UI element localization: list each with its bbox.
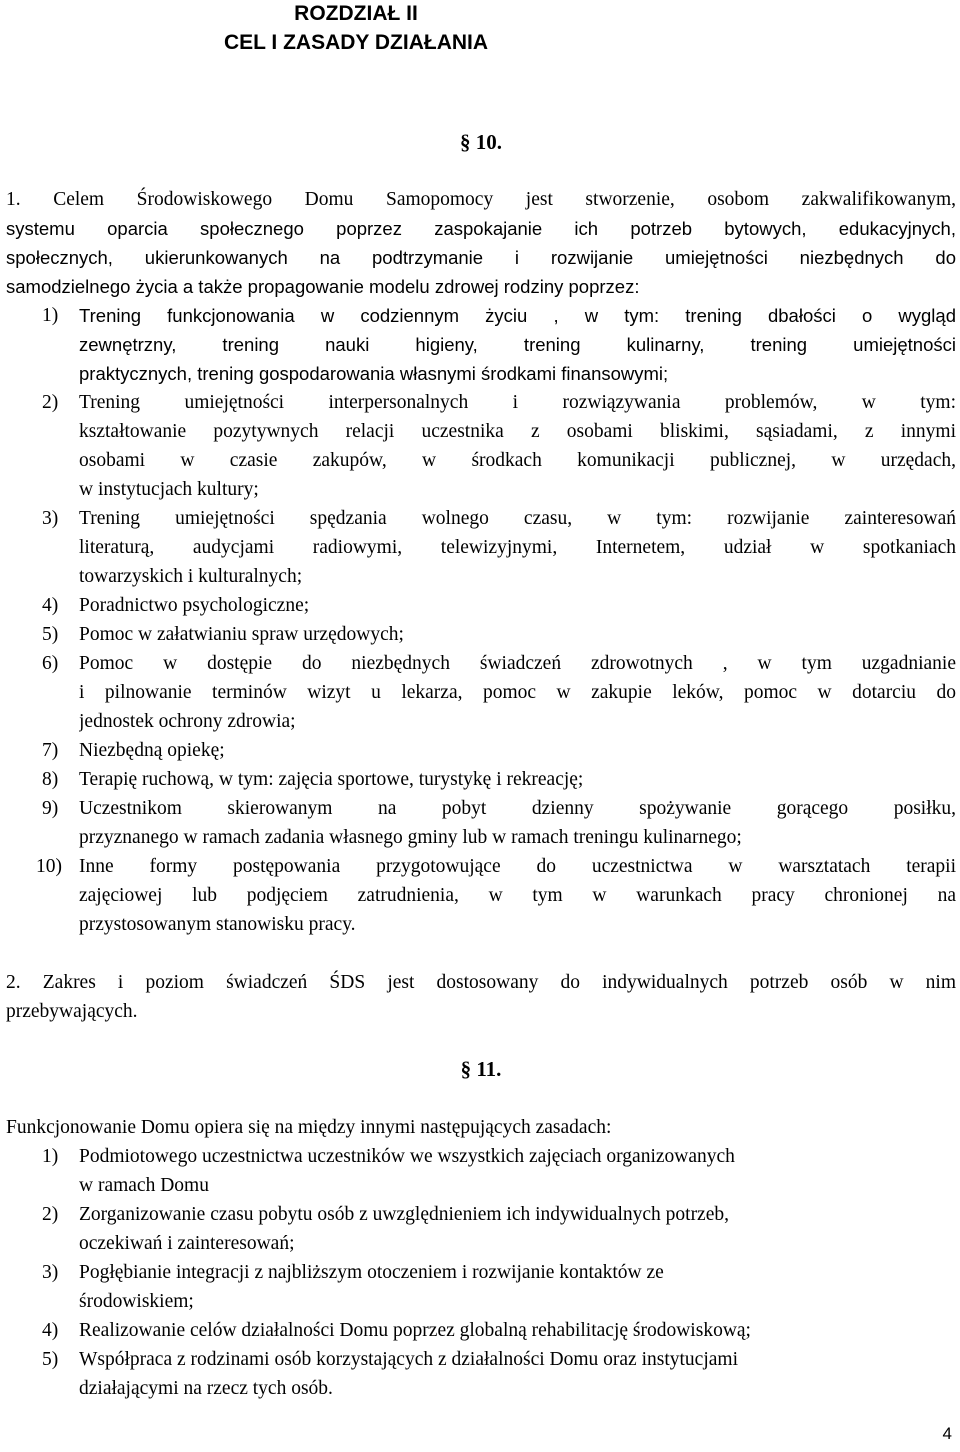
list-item-number: 6) [42,653,59,674]
list-item-line: działającymi na rzecz tych osób. [79,1378,333,1399]
list-item-line: Realizowanie celów działalności Domu poprzez globalną rehabilitację środowiskową; [79,1320,751,1341]
list-item-line: zewnętrzny, trening nauki higieny, trening kulinarny, trening umiejętności [79,334,956,355]
list-item-line: w ramach Domu [79,1175,209,1196]
paragraph-line: 2. Zakres i poziom świadczeń ŚDS jest dostosowany do indywidualnych potrzeb osób w nim [6,972,956,993]
list-item-line: środowiskiem; [79,1291,194,1312]
list-item-number: 4) [42,1320,59,1341]
list-item-line: literaturą, audycjami radiowymi, telewizyjnymi, Internetem, udział w spotkaniach [79,537,956,558]
chapter-subtitle: CEL I ZASADY DZIAŁANIA [223,31,489,54]
list-item-number: 5) [42,624,59,645]
list-item-number: 7) [42,740,59,761]
list-item-line: osobami w czasie zakupów, w środkach komunikacji publicznej, w urzędach, [79,450,956,471]
list-item-line: Podmiotowego uczestnictwa uczestników we wszystkich zajęciach organizowanych [79,1146,735,1167]
list-item-number: 9) [42,798,59,819]
list-item-line: Pogłębianie integracji z najbliższym otoczeniem i rozwijanie kontaktów ze [79,1262,664,1283]
list-item-number: 2) [42,392,59,413]
list-item-line: Współpraca z rodzinami osób korzystających z działalności Domu oraz instytucjami [79,1349,738,1370]
list-item-number: 4) [42,595,59,616]
section-11-heading: § 11. [460,1057,502,1081]
list-item-line: w instytucjach kultury; [79,479,259,500]
list-item-line: Poradnictwo psychologiczne; [79,595,310,616]
list-item-line: Trening umiejętności interpersonalnych i rozwiązywania problemów, w tym: [79,392,956,413]
list-item-number: 8) [42,769,59,790]
list-item-line: Trening umiejętności spędzania wolnego czasu, w tym: rozwijanie zainteresowań [79,508,956,529]
document-page [6,0,956,1452]
paragraph-line: samodzielnego życia a także propagowanie modelu zdrowej rodziny poprzez: [6,276,640,297]
list-item-number: 3) [42,1262,59,1283]
list-item-number: 5) [42,1349,59,1370]
paragraph-line: systemu oparcia społecznego poprzez zaspokajanie ich potrzeb bytowych, edukacyjnych, [6,218,956,239]
list-item-line: Trening funkcjonowania w codziennym życiu , w tym: trening dbałości o wygląd [79,305,956,326]
chapter-title: ROZDZIAŁ II [294,2,418,25]
list-item-line: praktycznych, trening gospodarowania własnymi środkami finansowymi; [79,363,669,384]
list-item-number: 2) [42,1204,59,1225]
list-item-line: oczekiwań i zainteresowań; [79,1233,295,1254]
paragraph-line: przebywających. [6,1001,138,1022]
paragraph-line: 1. Celem Środowiskowego Domu Samopomocy jest stworzenie, osobom zakwalifikowanym, [6,189,956,210]
section-11-intro: Funkcjonowanie Domu opiera się na między innymi następujących zasadach: [6,1117,612,1138]
list-item-number: 1) [42,1146,59,1167]
list-item-line: Inne formy postępowania przygotowujące do uczestnictwa w warsztatach terapii [79,856,956,877]
list-item-line: jednostek ochrony zdrowia; [79,711,296,732]
list-item-number: 10) [36,856,62,877]
list-item-line: Niezbędną opiekę; [79,740,225,761]
list-item-line: Terapię ruchową, w tym: zajęcia sportowe, turystykę i rekreację; [79,769,584,790]
list-item-line: Pomoc w dostępie do niezbędnych świadczeń zdrowotnych , w tym uzgadnianie [79,653,956,674]
list-item-line: przystosowanym stanowisku pracy. [79,914,356,935]
list-item-line: przyznanego w ramach zadania własnego gminy lub w ramach treningu kulinarnego; [79,827,742,848]
list-item-line: Pomoc w załatwianiu spraw urzędowych; [79,624,404,645]
page-number: 4 [942,1424,952,1443]
list-item-line: towarzyskich i kulturalnych; [79,566,303,587]
list-item-line: Zorganizowanie czasu pobytu osób z uwzględnieniem ich indywidualnych potrzeb, [79,1204,729,1225]
list-item-number: 3) [42,508,59,529]
list-item-number: 1) [42,305,59,326]
list-item-line: kształtowanie pozytywnych relacji uczestnika z osobami bliskimi, sąsiadami, z innymi [79,421,956,442]
list-item-line: zajęciowej lub podjęciem zatrudnienia, w tym w warunkach pracy chronionej na [79,885,956,906]
section-10-heading: § 10. [460,130,502,154]
paragraph-line: społecznych, ukierunkowanych na podtrzymanie i rozwijanie umiejętności niezbędnych do [6,247,956,268]
list-item-line: Uczestnikom skierowanym na pobyt dzienny spożywanie gorącego posiłku, [79,798,956,819]
list-item-line: i pilnowanie terminów wizyt u lekarza, pomoc w zakupie leków, pomoc w dotarciu do [79,682,956,703]
